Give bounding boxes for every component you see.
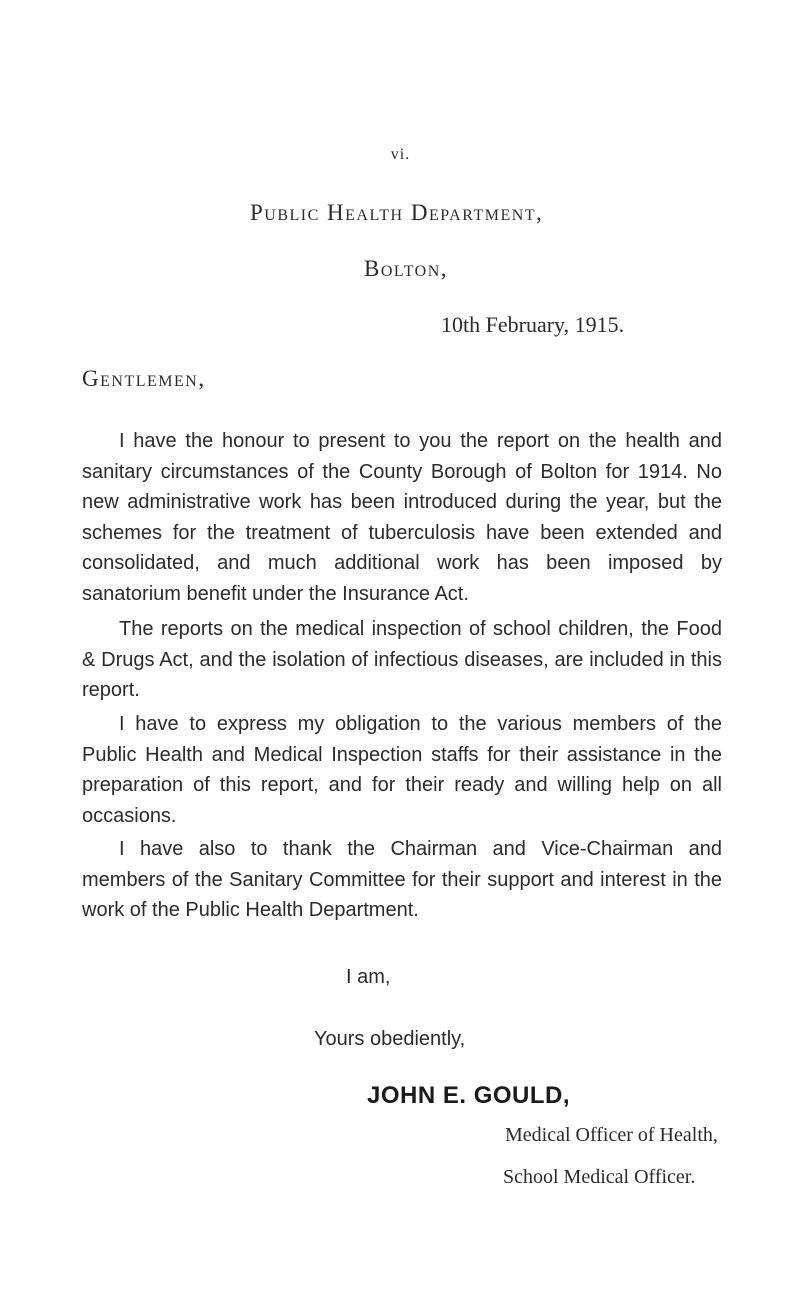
paragraph-4: I have also to thank the Chairman and Vice-Chairman and members of the Sanitary Committee for their support and interest in the work of the Public Health Department.: [82, 838, 722, 921]
address-department: Public Health Department,: [250, 200, 544, 225]
signatory-title-1: Medical Officer of Health,: [505, 1124, 718, 1146]
closing-yours: Yours obediently,: [314, 1028, 466, 1050]
salutation: Gentlemen,: [82, 366, 206, 391]
address-date: 10th February, 1915.: [441, 312, 625, 337]
closing-i-am: I am,: [346, 966, 391, 988]
paragraph-3: I have to express my obligation to the various members of the Public Health and Medical Inspection staffs for their assistance in the preparation of this report, and for their ready and willing help on all occasions.: [82, 713, 722, 827]
paragraph-1: I have the honour to present to you the report on the health and sanitary circumstances of the County Borough of Bolton for 1914. No new administrative work has been introduced during the year, but the schemes for the treatment of tuberculosis have been extended and consolidated, and much additional work has been imposed by sanatorium benefit under the Insurance Act.: [82, 430, 722, 605]
paragraph-2: The reports on the medical inspection of school children, the Food & Drugs Act, and the isolation of infectious diseases, are included in this report.: [82, 618, 722, 701]
page-number: vi.: [390, 146, 411, 163]
address-town: Bolton,: [364, 256, 449, 281]
signature-name: JOHN E. GOULD,: [367, 1082, 571, 1109]
signatory-title-2: School Medical Officer.: [503, 1166, 696, 1188]
